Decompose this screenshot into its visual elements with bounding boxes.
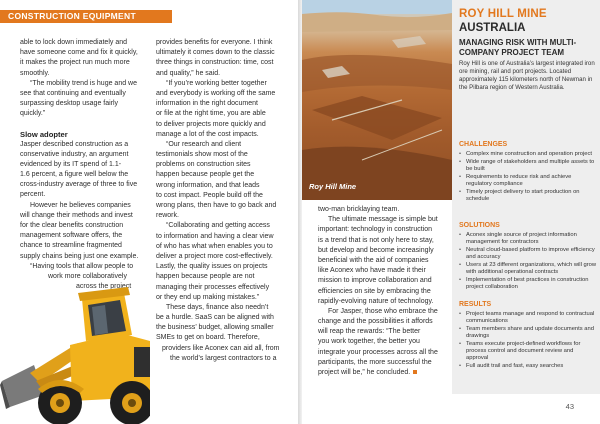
section-tag-label: CONSTRUCTION EQUIPMENT [8,11,136,21]
solutions-heading: SOLUTIONS [459,222,500,229]
para-5: “Having tools that allow people to work more collaboratively across the project [30,262,134,291]
list-item: • Project teams manage and respond to contractual communications [459,311,597,325]
photo-caption: Roy Hill Mine [309,182,357,191]
mine-aerial-photo [302,0,452,200]
list-item: • Timely project delivery to start production on schedule [459,189,597,203]
list-item: • Team members share and update documents and drawings [459,326,597,340]
sidebar-subtitle: MANAGING RISK WITH MULTI-COMPANY PROJECT TEAM [459,38,577,57]
para-1: able to lock down immediately and have someone come and fix it quickly, it makes the project run much more smoothly. [20,39,138,77]
sidebar-intro: Roy Hill is one of Australia’s largest integrated iron ore mining, rail and port projects. Located approximately 115 kilometers north of Newman in the Pilbara region of Western Australia. [459,60,595,91]
article-column-2: provides benefits for everyone. I think ultimately it comes down to the classic three things in construction: time, cost and quality,” he said. “If you’re working better together and everybody is working off the same information in the right document or file at the right time, you are able to deliver projects more quickly and manage a lot of the cost impacts. “Our research and client testimonials show most of the problems on construction sites happen because people get the wrong information, and that leads to cost impact. People build off the wrong plans, then have to go back and rework. “Collaborating and getting access to information and having a clear view of who has what when enables you to deliver a project more cost-effectively. Lastly, the quality issues on projects happen because people are not managing their processes effectively or they end up making mistakes.” These days, finance also needn’t be a hurdle. SaaS can be aligned with the business’ budget, allowing smaller SMEs to get on board. Therefore, providers like Aconex can aid all, from the world’s largest contractors to a [156,39,280,362]
sidebar-title-country: AUSTRALIA [459,22,526,34]
para-4: However he believes companies will change their methods and invest for the clear benefits construction management software offers, the chance to streamline fragmented supply chains being just one example. [20,201,139,260]
results-list [459,311,597,371]
subheading-slow-adopter: Slow adopter [20,129,68,139]
article-column-3: two-man bricklaying team. The ultimate message is simple but important: technology in construction is a trend that is not only here to stay, but develop and become increasingly beneficial with the aid of companies like Aconex who have made it their mission to improve collaboration and efficiencies on site by embracing the rapidly-evolving nature of technology. For Jasper, those who embrace the change and the possibilities it affords will reap the rewards: “The better you work together, the better you integrate your processes across all the participants, the more successful the project will be,” he concluded. [318,206,438,376]
page-number: 43 [565,402,574,411]
para-2: “The mobility trend is huge and we see that continuing and eventually surpassing desktop usage fairly quickly.” [20,79,137,118]
results-heading: RESULTS [459,301,492,308]
list-item: • Wide range of stakeholders and multiple assets to be built [459,159,597,173]
list-item: • Full audit trail and fast, easy searches [459,363,597,370]
list-item: • Implementation of best practices in construction project collaboration [459,277,597,291]
left-page [0,0,298,424]
closing-line: project will be,” he concluded. [318,369,411,376]
list-item: • Aconex single source of project information management for contractors [459,232,597,246]
list-item: • Teams execute project-defined workflows for process control and document review and approval [459,341,597,363]
list-item: • Users at 23 different organizations, which will grow with additional operational contracts [459,262,597,276]
section-tag [0,10,172,23]
challenges-list [459,151,597,204]
right-page [302,0,600,424]
para-3: Jasper described construction as a conservative industry, an argument evidenced by its IT spend of 1.1- 1.6 percent, a figure well below the cross-industry average of three to five percent. [20,140,138,199]
list-item: • Requirements to reduce risk and achieve regulatory compliance [459,174,597,188]
mine-landscape-image [302,0,452,200]
list-item: • Complex mine construction and operation project [459,151,597,158]
end-mark-icon [413,370,417,374]
article-column-1 [20,38,146,292]
solutions-list [459,232,597,292]
wheel-loader-image [0,285,150,424]
list-item: • Neutral cloud-based platform to improve efficiency and accuracy [459,247,597,261]
challenges-heading: CHALLENGES [459,141,508,148]
sidebar-title: ROY HILL MINE [459,8,547,20]
case-study-sidebar [452,0,600,394]
